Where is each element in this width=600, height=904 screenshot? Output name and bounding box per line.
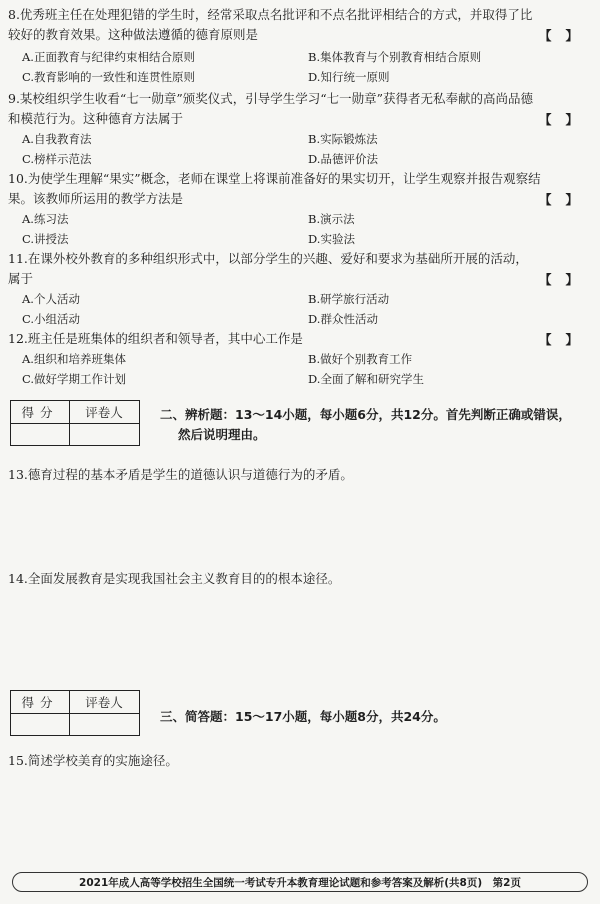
q11-option-b: B.研学旅行活动 <box>308 292 390 306</box>
q12-option-c: C.做好学期工作计划 <box>22 372 127 386</box>
q12-answer-bracket: 【】 <box>538 332 592 347</box>
q8-answer-bracket: 【】 <box>538 28 592 43</box>
q8-stem-line-2: 较好的教育效果。这种做法遵循的德育原则是 <box>8 27 259 42</box>
footer-text: 2021年成人高等学校招生全国统一考试专升本教育理论试题和参考答案及解析(共8页) 第2页 <box>79 877 521 889</box>
q10-option-d: D.实验法 <box>308 232 355 246</box>
page-footer <box>12 872 588 892</box>
section-3-heading: 三、简答题：15～17小题，每小题8分，共24分。 <box>160 709 446 724</box>
q11-option-d: D.群众性活动 <box>308 312 378 326</box>
q8-option-d: D.知行统一原则 <box>308 70 390 84</box>
q8-stem-line-1: 8.优秀班主任在处理犯错的学生时，经常采取点名批评和不点名批评相结合的方式，并取得了比 <box>8 7 533 22</box>
section-2-heading-line-1: 二、辨析题：13～14小题，每小题6分，共12分。首先判断正确或错误， <box>160 407 571 422</box>
score-table-section-2 <box>10 400 140 446</box>
q11-option-c: C.小组活动 <box>22 312 81 326</box>
q11-option-a: A.个人活动 <box>22 292 80 306</box>
q10-stem-line-2: 果。该教师所运用的教学方法是 <box>8 191 184 206</box>
q11-stem-line-2: 属于 <box>8 271 34 286</box>
section-2-heading-line-2: 然后说明理由。 <box>178 427 266 442</box>
q9-option-c: C.榜样示范法 <box>22 152 92 166</box>
q9-answer-bracket: 【】 <box>538 112 592 127</box>
q12-stem-line-1: 12.班主任是班集体的组织者和领导者，其中心工作是 <box>8 331 303 346</box>
q11-answer-bracket: 【】 <box>538 272 592 287</box>
q8-option-b: B.集体教育与个别教育相结合原则 <box>308 50 482 64</box>
q15-text: 15.简述学校美育的实施途径。 <box>8 753 178 768</box>
q9-option-b: B.实际锻炼法 <box>308 132 378 146</box>
q10-option-c: C.讲授法 <box>22 232 69 246</box>
score-label: 得分 <box>21 405 59 420</box>
score-label: 得分 <box>21 695 59 710</box>
q11-stem-line-1: 11.在课外校外教育的多种组织形式中，以部分学生的兴趣、爱好和要求为基础所开展的活动， <box>8 251 528 266</box>
q14-text: 14.全面发展教育是实现我国社会主义教育目的的根本途径。 <box>8 571 341 586</box>
score-table-section-3 <box>10 690 140 736</box>
grader-label: 评卷人 <box>85 405 123 420</box>
q13-text: 13.德育过程的基本矛盾是学生的道德认识与道德行为的矛盾。 <box>8 467 353 482</box>
q10-option-b: B.演示法 <box>308 212 355 226</box>
q8-option-a: A.正面教育与纪律约束相结合原则 <box>22 50 195 64</box>
q10-answer-bracket: 【】 <box>538 192 592 207</box>
q9-option-d: D.品德评价法 <box>308 152 378 166</box>
q9-stem-line-2: 和模范行为。这种德育方法属于 <box>8 111 184 126</box>
q10-option-a: A.练习法 <box>22 212 69 226</box>
q9-option-a: A.自我教育法 <box>22 132 92 146</box>
q10-stem-line-1: 10.为使学生理解“果实”概念，老师在课堂上将课前准备好的果实切开，让学生观察并报告观察结 <box>8 171 541 186</box>
q12-option-a: A.组织和培养班集体 <box>22 352 126 366</box>
grader-label: 评卷人 <box>85 695 123 710</box>
q12-option-d: D.全面了解和研究学生 <box>308 372 424 386</box>
q12-option-b: B.做好个别教育工作 <box>308 352 413 366</box>
q8-option-c: C.教育影响的一致性和连贯性原则 <box>22 70 196 84</box>
q9-stem-line-1: 9.某校组织学生收看“七一勋章”颁奖仪式，引导学生学习“七一勋章”获得者无私奉献的高尚品德 <box>8 91 533 106</box>
